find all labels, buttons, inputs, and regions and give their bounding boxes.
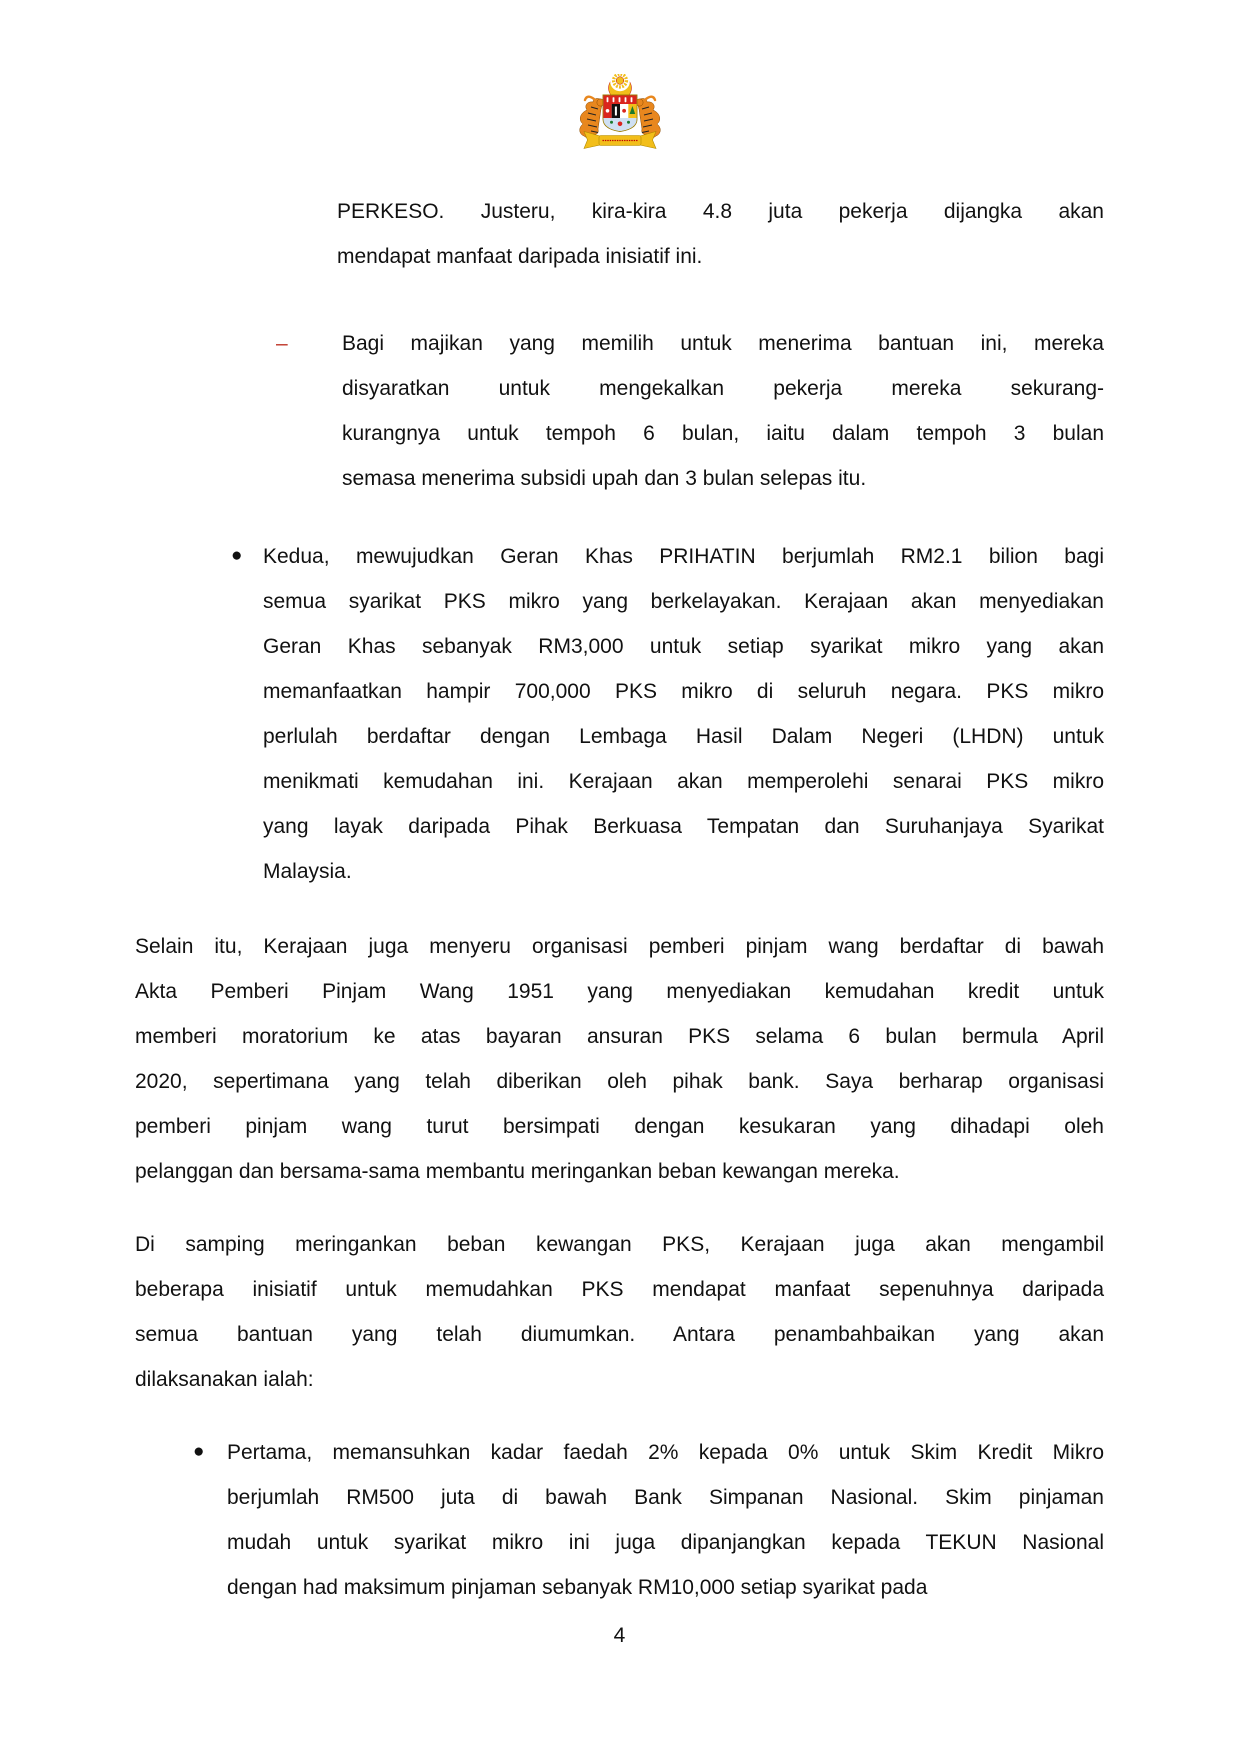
text-line: kurangnya untuk tempoh 6 bulan, iaitu dalam tempoh 3 bulan <box>342 422 1104 445</box>
page-number: 4 <box>613 1624 626 1647</box>
text-line: pemberi pinjam wang turut bersimpati dengan kesukaran yang dihadapi oleh <box>135 1115 1104 1138</box>
text-line: Akta Pemberi Pinjam Wang 1951 yang menyediakan kemudahan kredit untuk <box>135 980 1104 1003</box>
dash-item-employer-condition <box>276 321 1104 501</box>
text-line: mudah untuk syarikat mikro ini juga dipanjangkan kepada TEKUN Nasional <box>227 1531 1104 1554</box>
paragraph-penambahbaikan <box>135 1222 1104 1402</box>
bullet-item-geran-khas <box>231 534 1104 894</box>
text-line: dilaksanakan ialah: <box>135 1368 314 1391</box>
text-line: pelanggan dan bersama-sama membantu meringankan beban kewangan mereka. <box>135 1160 900 1183</box>
document-body <box>135 189 1104 1610</box>
bullet-marker: ● <box>193 1441 205 1462</box>
text-line: yang layak daripada Pihak Berkuasa Tempatan dan Suruhanjaya Syarikat <box>263 815 1104 838</box>
text-line: beberapa inisiatif untuk memudahkan PKS mendapat manfaat sepenuhnya daripada <box>135 1278 1104 1301</box>
text-line: semasa menerima subsidi upah dan 3 bulan selepas itu. <box>342 467 867 490</box>
text-line: mendapat manfaat daripada inisiatif ini. <box>337 245 703 268</box>
bullet-item-skim-kredit-mikro <box>193 1430 1104 1610</box>
text-line: disyaratkan untuk mengekalkan pekerja mereka sekurang- <box>342 377 1104 400</box>
text-line: Malaysia. <box>263 860 352 883</box>
text-line: Pertama, memansuhkan kadar faedah 2% kepada 0% untuk Skim Kredit Mikro <box>227 1441 1104 1464</box>
text-line: semua syarikat PKS mikro yang berkelayakan. Kerajaan akan menyediakan <box>263 590 1104 613</box>
bullet-marker: ● <box>231 545 243 566</box>
text-line: perlulah berdaftar dengan Lembaga Hasil Dalam Negeri (LHDN) untuk <box>263 725 1104 748</box>
text-line: berjumlah RM500 juta di bawah Bank Simpanan Nasional. Skim pinjaman <box>227 1486 1104 1509</box>
text-line: memberi moratorium ke atas bayaran ansuran PKS selama 6 bulan bermula April <box>135 1025 1104 1048</box>
text-line: Di samping meringankan beban kewangan PKS, Kerajaan juga akan mengambil <box>135 1233 1104 1256</box>
malaysia-coat-of-arms-icon <box>0 74 1239 156</box>
text-line: semua bantuan yang telah diumumkan. Antara penambahbaikan yang akan <box>135 1323 1104 1346</box>
text-line: Selain itu, Kerajaan juga menyeru organisasi pemberi pinjam wang berdaftar di bawah <box>135 935 1104 958</box>
paragraph-perkeso-continuation <box>337 189 1104 279</box>
text-line: 2020, sepertimana yang telah diberikan oleh pihak bank. Saya berharap organisasi <box>135 1070 1104 1093</box>
text-line: Geran Khas sebanyak RM3,000 untuk setiap syarikat mikro yang akan <box>263 635 1104 658</box>
page-footer <box>0 1613 1239 1658</box>
text-line: memanfaatkan hampir 700,000 PKS mikro di seluruh negara. PKS mikro <box>263 680 1104 703</box>
text-line: PERKESO. Justeru, kira-kira 4.8 juta pekerja dijangka akan <box>337 200 1104 223</box>
text-line: Kedua, mewujudkan Geran Khas PRIHATIN berjumlah RM2.1 bilion bagi <box>263 545 1104 568</box>
dash-bullet-marker: – <box>276 332 288 355</box>
text-line: dengan had maksimum pinjaman sebanyak RM10,000 setiap syarikat pada <box>227 1576 928 1599</box>
text-line: Bagi majikan yang memilih untuk menerima bantuan ini, mereka <box>342 332 1104 355</box>
paragraph-moratorium <box>135 924 1104 1194</box>
text-line: menikmati kemudahan ini. Kerajaan akan memperolehi senarai PKS mikro <box>263 770 1104 793</box>
